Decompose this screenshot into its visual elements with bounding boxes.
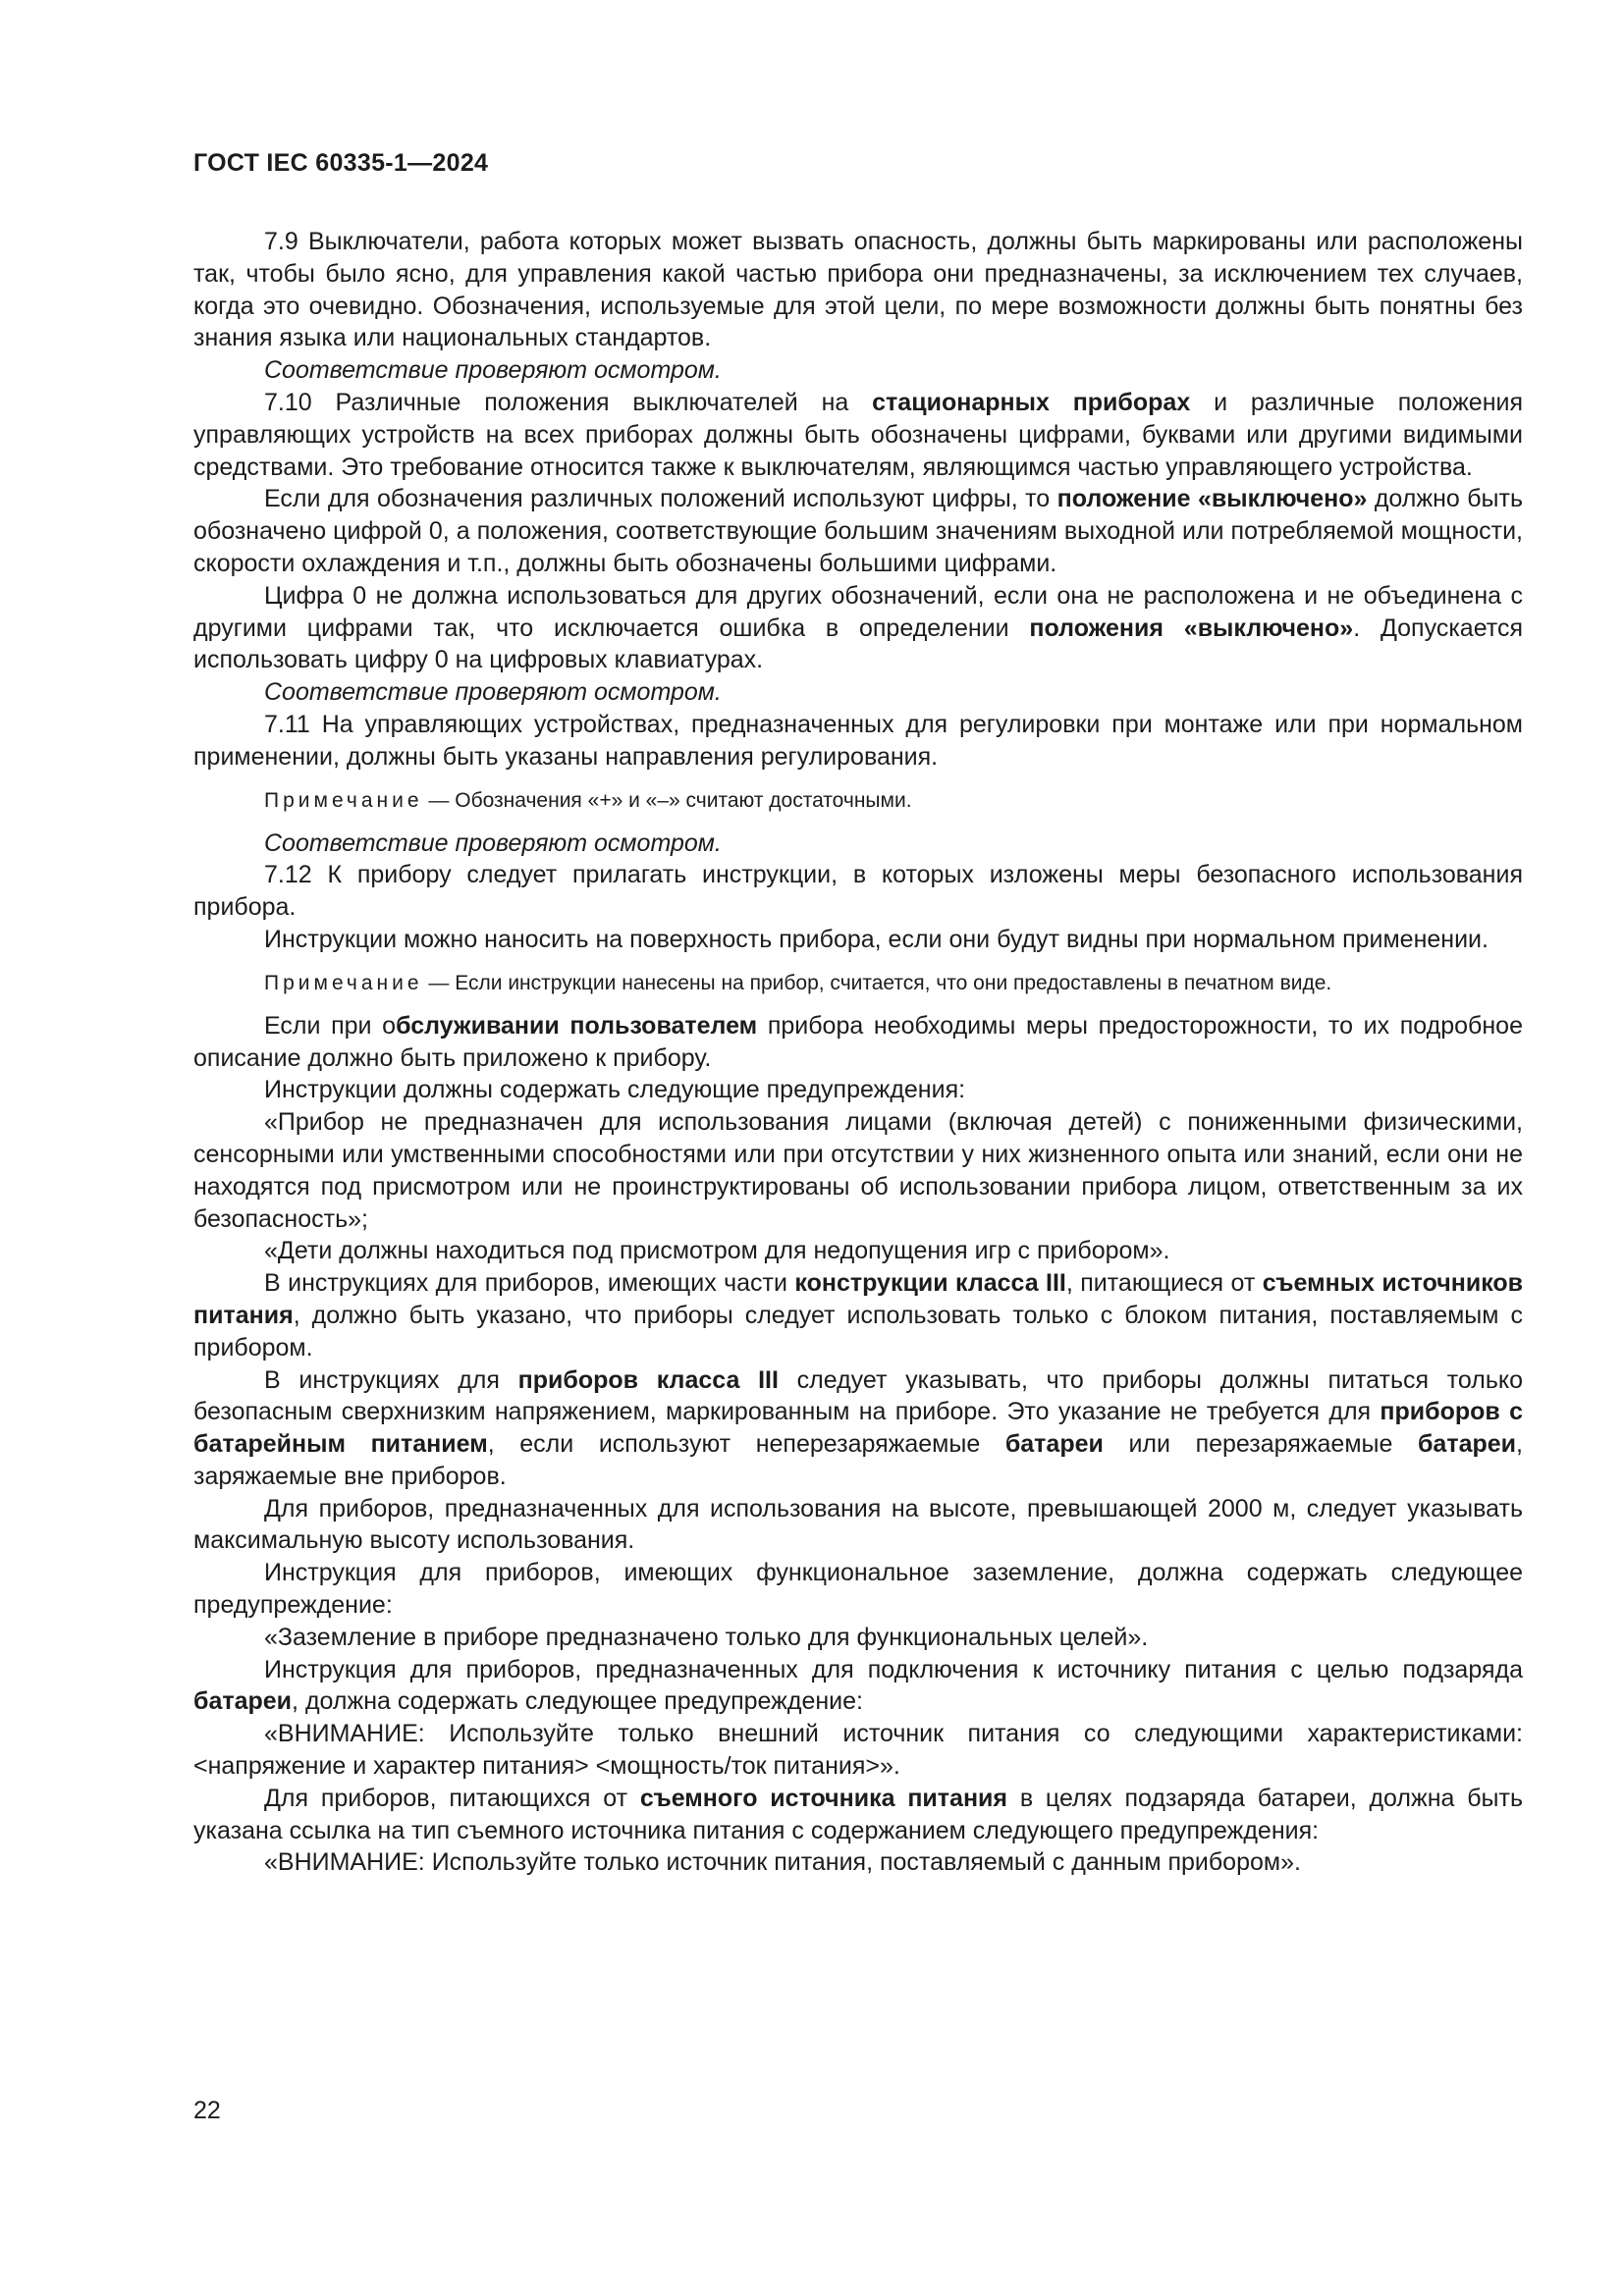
document-header: ГОСТ IEC 60335-1—2024 [193, 149, 489, 177]
paragraph: В инструкциях для приборов, имеющих части конструкции класса III, питающиеся от съемных источников питания, должно быть указано, что приборы следует использовать только с блоком питания, поставляемым с прибором. [193, 1269, 1524, 1362]
quoted-warning: «Прибор не предназначен для использования лицами (включая детей) с пониженными физическими, сенсорными или умственными способностями или при отсутствии у них жизненного опыта или знаний, если они не находятся под присмотром или не проинструктированы об использовании прибора лицом, ответственным за их безопасность»; [193, 1108, 1523, 1233]
defined-term: батареи [1417, 1430, 1517, 1459]
note: Примечание — Если инструкции нанесены на прибор, считается, что они предоставлены в печатном виде. [264, 971, 1332, 994]
defined-term: батареи [1004, 1430, 1104, 1459]
paragraph: Если при обслуживании пользователем прибора необходимы меры предосторожности, то их подробное описание должно быть приложено к прибору. [193, 1011, 1523, 1072]
defined-term: конструкции класса III [794, 1269, 1066, 1298]
document-body [193, 226, 1523, 1879]
paragraph: В инструкциях для приборов класса III следует указывать, что приборы должны питаться только безопасным сверхнизким напряжением, маркированным на приборе. Это указание не требуется для приборов с батарейным питанием, если используют неперезаряжаемые батареи или перезаряжаемые батареи, заряжаемые вне приборов. [193, 1365, 1524, 1490]
defined-term: приборов с батарейным питанием [193, 1398, 1524, 1459]
quoted-warning: «ВНИМАНИЕ: Используйте только внешний источник питания со следующими характеристиками: <напряжение и характер питания> <мощность/ток питания>». [193, 1720, 1523, 1781]
compliance-note: Соответствие проверяют осмотром. [264, 356, 722, 385]
note-label: Примечание [264, 971, 423, 994]
defined-term: положение «выключено» [1056, 485, 1368, 513]
defined-term: съемных источников питания [193, 1269, 1524, 1329]
paragraph: Инструкция для приборов, предназначенных для подключения к источнику питания с целью подзаряда батареи, должна содержать следующее предупреждение: [193, 1655, 1523, 1716]
paragraph: Инструкции должны содержать следующие предупреждения: [264, 1076, 966, 1104]
paragraph: Цифра 0 не должна использоваться для других обозначений, если она не расположена и не объединена с другими цифрами так, что исключается ошибка в определении положения «выключено». Допускается использовать цифру 0 на цифровых клавиатурах. [193, 581, 1523, 674]
paragraph: Для приборов, питающихся от съемного источника питания в целях подзаряда батареи, должна быть указана ссылка на тип съемного источника питания с содержанием следующего предупреждения: [193, 1784, 1524, 1844]
paragraph: Инструкция для приборов, имеющих функциональное заземление, должна содержать следующее предупреждение: [193, 1559, 1523, 1620]
defined-term: батареи [193, 1687, 293, 1716]
paragraph: Для приборов, предназначенных для использования на высоте, превышающей 2000 м, следует указывать максимальную высоту использования. [193, 1494, 1523, 1555]
defined-term: приборов класса III [517, 1365, 779, 1394]
note: Примечание — Обозначения «+» и «–» считают достаточными. [264, 788, 912, 812]
paragraph-7-9: 7.9 Выключатели, работа которых может вызвать опасность, должны быть маркированы или расположены так, чтобы было ясно, для управления какой частью прибора они предназначены, за исключением тех случаев, когда это очевидно. Обозначения, используемые для этой цели, по мере возможности должны быть понятны без знания языка или национальных стандартов. [193, 228, 1523, 352]
note-label: Примечание [264, 788, 423, 812]
paragraph-7-11: 7.11 На управляющих устройствах, предназначенных для регулировки при монтаже или при нормальном применении, должны быть указаны направления регулирования. [193, 710, 1523, 771]
defined-term: съемного источника питания [639, 1784, 1008, 1812]
compliance-note: Соответствие проверяют осмотром. [264, 828, 722, 857]
paragraph-7-10: 7.10 Различные положения выключателей на стационарных приборах и различные положения управляющих устройств на всех приборах должны быть обозначены цифрами, буквами или другими видимыми средствами. Это требование относится также к выключателям, являющимся частью управляющего устройства. [193, 388, 1524, 481]
paragraph: Если для обозначения различных положений используют цифры, то положение «выключено» должно быть обозначено цифрой 0, а положения, соответствующие большим значениям выходной или потребляемой мощности, скорости охлаждения и т.п., должны быть обозначены большими цифрами. [193, 485, 1523, 577]
quoted-warning: «ВНИМАНИЕ: Используйте только источник питания, поставляемый с данным прибором». [264, 1848, 1301, 1877]
compliance-note: Соответствие проверяют осмотром. [264, 678, 722, 707]
page-number: 22 [193, 2097, 221, 2124]
defined-term: бслуживании пользователем [396, 1011, 758, 1040]
quoted-warning: «Заземление в приборе предназначено только для функциональных целей». [264, 1623, 1149, 1651]
defined-term: стационарных приборах [872, 388, 1191, 416]
paragraph-7-12: 7.12 К прибору следует прилагать инструкции, в которых изложены меры безопасного использования прибора. [193, 861, 1523, 922]
paragraph: Инструкции можно наносить на поверхность прибора, если они будут видны при нормальном применении. [264, 925, 1489, 953]
defined-term: положения «выключено» [1029, 614, 1354, 642]
quoted-warning: «Дети должны находиться под присмотром для недопущения игр с прибором». [264, 1237, 1170, 1265]
